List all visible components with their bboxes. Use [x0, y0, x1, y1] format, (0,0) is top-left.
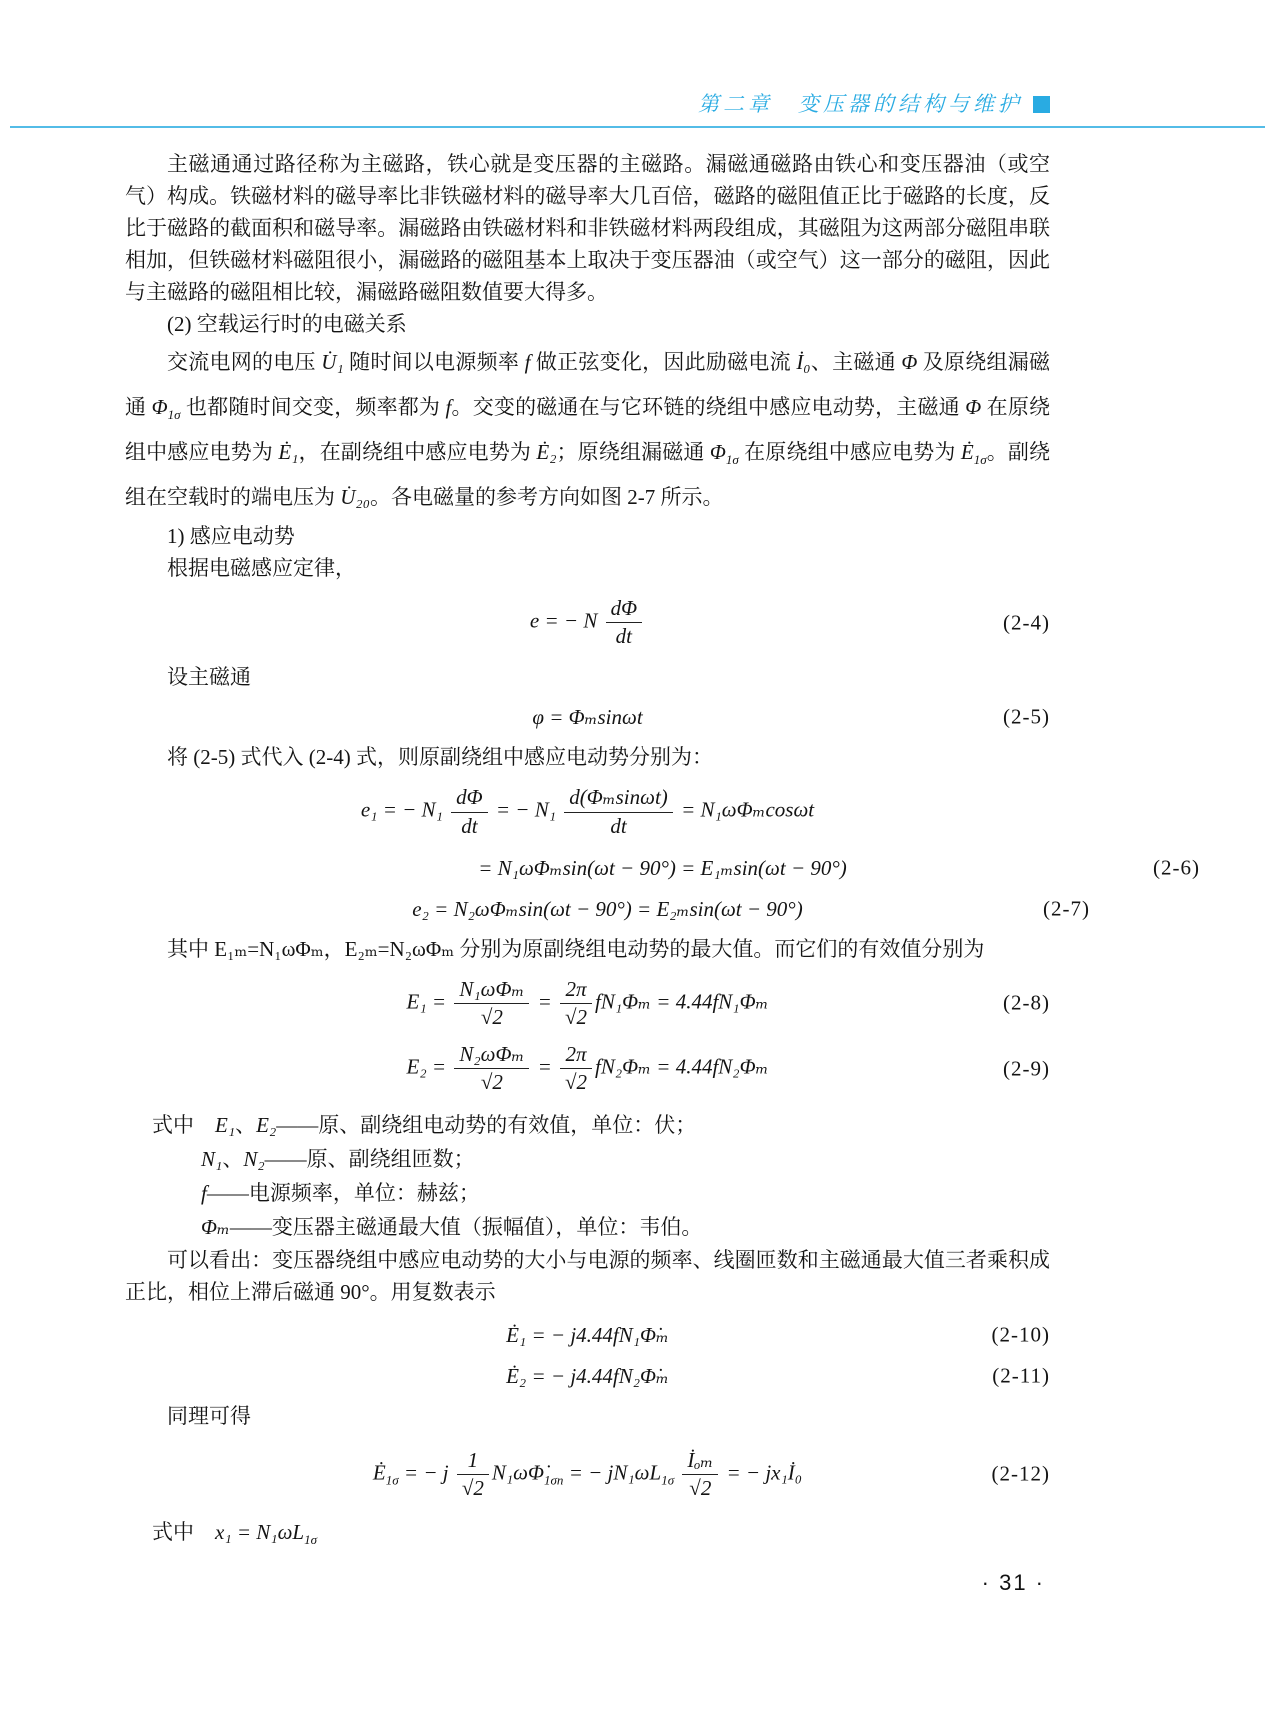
heading-noload-relations: (2) 空载运行时的电磁关系	[167, 312, 407, 336]
equation-e1-derivation	[125, 785, 1050, 838]
paragraph-substitute: 将 (2-5) 式代入 (2-4) 式，则原副绕组中感应电动势分别为：	[167, 745, 713, 770]
equation-2-4	[125, 596, 1050, 649]
equation-2-6-body: = N₁ωΦₘsin(ωt − 90°) = E₁ₘsin(ωt − 90°)	[478, 855, 847, 880]
page-header	[698, 92, 1050, 116]
equation-2-5-body: φ = Φₘsinωt	[532, 705, 643, 730]
equation-2-9	[125, 1042, 1050, 1095]
equation-2-6-label: (2-6)	[1153, 855, 1200, 880]
paragraph-max-values: 其中 E₁ₘ=N₁ωΦₘ，E₂ₘ=N₂ωΦₘ 分别为原副绕组电动势的最大值。而它们的有效值分别为	[167, 936, 985, 961]
where-x1-line: 式中 $x_1 = N_1\omega L_{1\sigma}$	[152, 1519, 318, 1548]
paragraph-noload: 交流电网的电压 U̇₁ 随时间以电源频率 f 做正弦变化，因此励磁电流 İ₀、主磁通 Φ 及原绕组漏磁通 $\Phi_{1\sigma}$ 也都随时间交变，频率都为 f。交变的磁通在与它环链的绕组中感应电动势，主磁通 Φ 在原绕组中感应电势为 Ė₁，在副绕组中感应电势为 Ė₂；原绕组漏磁通 $\Phi_{1\sigma}$ 在原绕组中感应电势为 $Ė_{1\sigma}$。副绕组在空载时的端电压为 U̇₂₀。各电磁量的参考方向如图 2-7 所示。	[125, 350, 1051, 509]
equation-2-6	[125, 851, 1200, 885]
equation-2-11-label: (2-11)	[992, 1363, 1050, 1387]
paragraph-conclusion: 可以看出：变压器绕组中感应电动势的大小与电源的频率、线圈匝数和主磁通最大值三者乘积成正比，相位上滞后磁通 90°。用复数表示	[125, 1247, 1050, 1304]
equation-2-4-label: (2-4)	[1003, 610, 1050, 635]
equation-2-7	[125, 892, 1090, 926]
equation-2-10-body: Ė₁ = − j4.44fN₁Φ̇ₘ	[506, 1322, 669, 1347]
header-square-icon	[1033, 96, 1050, 113]
where-list-flux-max: Φₘ——变压器主磁通最大值（振幅值），单位：韦伯。	[201, 1214, 703, 1239]
equation-2-11	[125, 1359, 1050, 1393]
equation-2-8-body: E₁ = $\frac{\text{N₁ωΦₘ}}{√2}$ = $\frac{2\pi}{√2}$ fN₁Φₘ = 4.44fN₁Φₘ	[406, 976, 769, 1029]
where-list-frequency: f——电源频率，单位：赫兹；	[201, 1180, 480, 1205]
equation-2-12-body: $Ė_{1\sigma}$ = − j $\frac{1}{√2}$ $N_1\omega\Phi̇_{1\sigma n}$ = − $jN_1\omega L_{1\sigma}$ $\frac{\text{İₒₘ}}{√2}$ = − jx₁İ₀	[372, 1447, 803, 1500]
equation-2-5	[125, 700, 1050, 734]
where-list-emf: 式中 E₁、E₂——原、副绕组电动势的有效值，单位：伏；	[152, 1112, 697, 1137]
equation-e1-body: e₁ = − N₁ $\frac{d\Phi}{dt}$ = − N₁ $\frac{\text{d(Φₘsinωt)}}{dt}$ = N₁ωΦₘcosωt	[360, 785, 815, 838]
equation-2-12	[125, 1448, 1050, 1501]
equation-2-8	[125, 977, 1050, 1030]
equation-2-9-body: E₂ = $\frac{\text{N₂ωΦₘ}}{√2}$ = $\frac{2\pi}{√2}$ fN₂Φₘ = 4.44fN₂Φₘ	[406, 1042, 769, 1095]
equation-2-8-label: (2-8)	[1003, 990, 1050, 1015]
equation-2-5-label: (2-5)	[1003, 704, 1050, 729]
page-body	[125, 148, 1200, 1549]
equation-2-7-label: (2-7)	[1043, 896, 1090, 921]
where-list-turns: N₁、N₂——原、副绕组匝数；	[201, 1146, 475, 1171]
equation-2-10-label: (2-10)	[991, 1322, 1050, 1346]
equation-2-4-body: e = − N $\frac{d\Phi}{dt}$	[530, 596, 645, 649]
equation-2-10	[125, 1318, 1050, 1352]
chapter-title: 第二章 变压器的结构与维护	[698, 92, 1023, 116]
paragraph-induction-law: 根据电磁感应定律，	[167, 556, 356, 580]
header-rule	[10, 126, 1265, 128]
equation-2-12-label: (2-12)	[991, 1461, 1050, 1486]
equation-2-9-label: (2-9)	[1003, 1056, 1050, 1081]
page-number: · 31 ·	[981, 1570, 1045, 1595]
paragraph-magnetic-path: 主磁通通过路径称为主磁路，铁心就是变压器的主磁路。漏磁通磁路由铁心和变压器油（或空气）构成。铁磁材料的磁导率比非铁磁材料的磁导率大几百倍，磁路的磁阻值正比于磁路的长度，反比于磁路的截面积和磁导率。漏磁路由铁磁材料和非铁磁材料两段组成，其磁阻为这两部分磁阻串联相加，但铁磁材料磁阻很小，漏磁路的磁阻基本上取决于变压器油（或空气）这一部分的磁阻，因此与主磁路的磁阻相比较，漏磁路磁阻数值要大得多。	[125, 152, 1050, 304]
paragraph-set-flux: 设主磁通	[167, 665, 251, 690]
equation-2-11-body: Ė₂ = − j4.44fN₂Φ̇ₘ	[506, 1363, 669, 1388]
equation-2-7-body: e₂ = N₂ωΦₘsin(ωt − 90°) = E₂ₘsin(ωt − 90°)	[412, 896, 803, 921]
paragraph-similarly: 同理可得	[167, 1403, 251, 1428]
heading-induced-emf: 1) 感应电动势	[167, 524, 295, 548]
